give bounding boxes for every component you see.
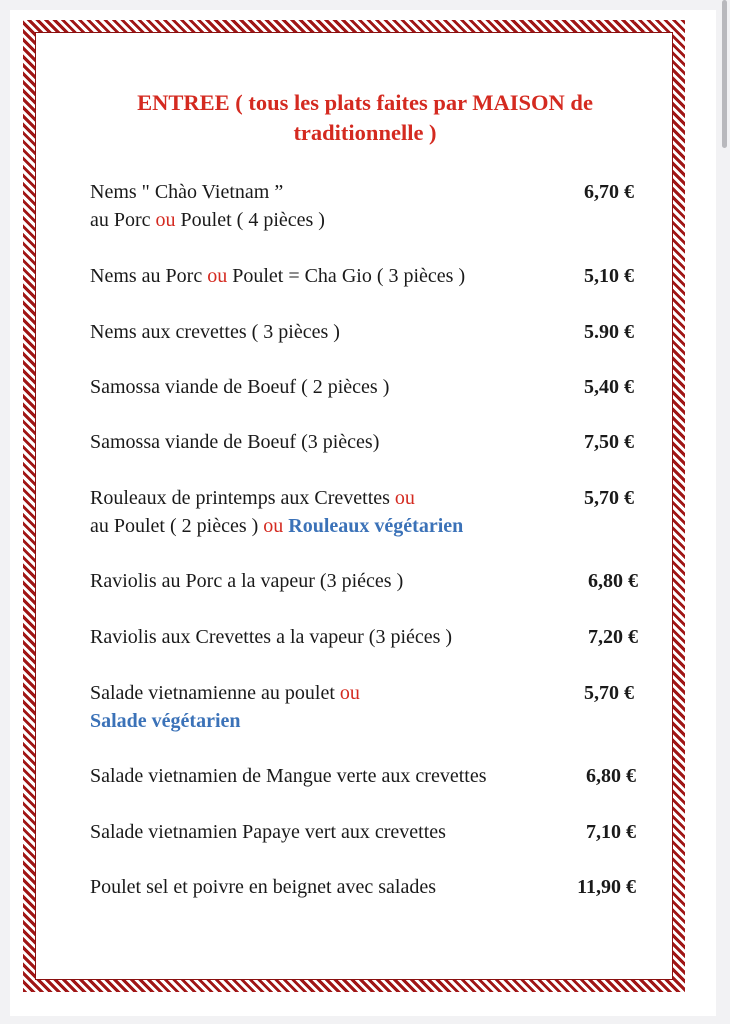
menu-item-price: 5,10 € xyxy=(584,265,634,287)
menu-item-detail xyxy=(90,206,325,234)
menu-item-name: Salade vietnamien de Mangue verte aux crevettes xyxy=(90,765,487,787)
menu-item-name: Raviolis au Porc a la vapeur (3 piéces ) xyxy=(90,570,404,592)
menu-item-text: au Poulet ( 2 pièces ) xyxy=(90,515,264,537)
title-line-2: traditionnelle ) xyxy=(293,120,437,145)
menu-item-price: 7,10 € xyxy=(586,821,636,843)
menu-item-name: Nems " Chào Vietnam ” xyxy=(90,181,284,203)
menu-item-detail xyxy=(90,512,463,540)
menu-item-vegetarian: Salade végétarien xyxy=(90,710,241,732)
menu-item-price: 7,50 € xyxy=(584,431,634,453)
menu-item-name xyxy=(90,679,360,707)
menu-item-text: Rouleaux de printemps aux Crevettes xyxy=(90,487,395,509)
menu-item-text: au Porc xyxy=(90,209,156,231)
menu-item-price: 6,70 € xyxy=(584,181,634,203)
menu-item-name: Poulet sel et poivre en beignet avec salades xyxy=(90,876,436,898)
title-line-1: ENTREE ( tous les plats faites par MAISON de xyxy=(137,90,593,115)
menu-item-or: ou xyxy=(263,515,289,537)
menu-item-price: 5,70 € xyxy=(584,487,634,509)
menu-item-name: Samossa viande de Boeuf (3 pièces) xyxy=(90,431,380,453)
menu-item-price: 11,90 € xyxy=(577,876,636,898)
menu-item-name: Samossa viande de Boeuf ( 2 pièces ) xyxy=(90,376,390,398)
menu-item-name xyxy=(90,262,465,290)
menu-item-price: 7,20 € xyxy=(588,626,638,648)
menu-item-or: ou xyxy=(394,487,415,509)
menu-item-text: Poulet = Cha Gio ( 3 pièces ) xyxy=(227,265,466,287)
menu-item-or: ou xyxy=(339,682,360,704)
menu-item-price: 6,80 € xyxy=(586,765,636,787)
menu-item-price: 5.90 € xyxy=(584,321,634,343)
menu-item-text: Nems au Porc xyxy=(90,265,208,287)
menu-item-price: 6,80 € xyxy=(588,570,638,592)
menu-item-or: ou xyxy=(155,209,176,231)
menu-item-text: Salade vietnamienne au poulet xyxy=(90,682,340,704)
menu-item-name xyxy=(90,484,415,512)
menu-item-vegetarian: Rouleaux végétarien xyxy=(288,515,464,537)
menu-item-text: Poulet ( 4 pièces ) xyxy=(175,209,325,231)
menu-item-name: Raviolis aux Crevettes a la vapeur (3 piéces ) xyxy=(90,626,453,648)
menu-item-price: 5,40 € xyxy=(584,376,634,398)
menu-item-price: 5,70 € xyxy=(584,682,634,704)
menu-item-or: ou xyxy=(207,265,228,287)
menu-item-name: Salade vietnamien Papaye vert aux crevettes xyxy=(90,821,446,843)
menu-item-name: Nems aux crevettes ( 3 pièces ) xyxy=(90,321,340,343)
